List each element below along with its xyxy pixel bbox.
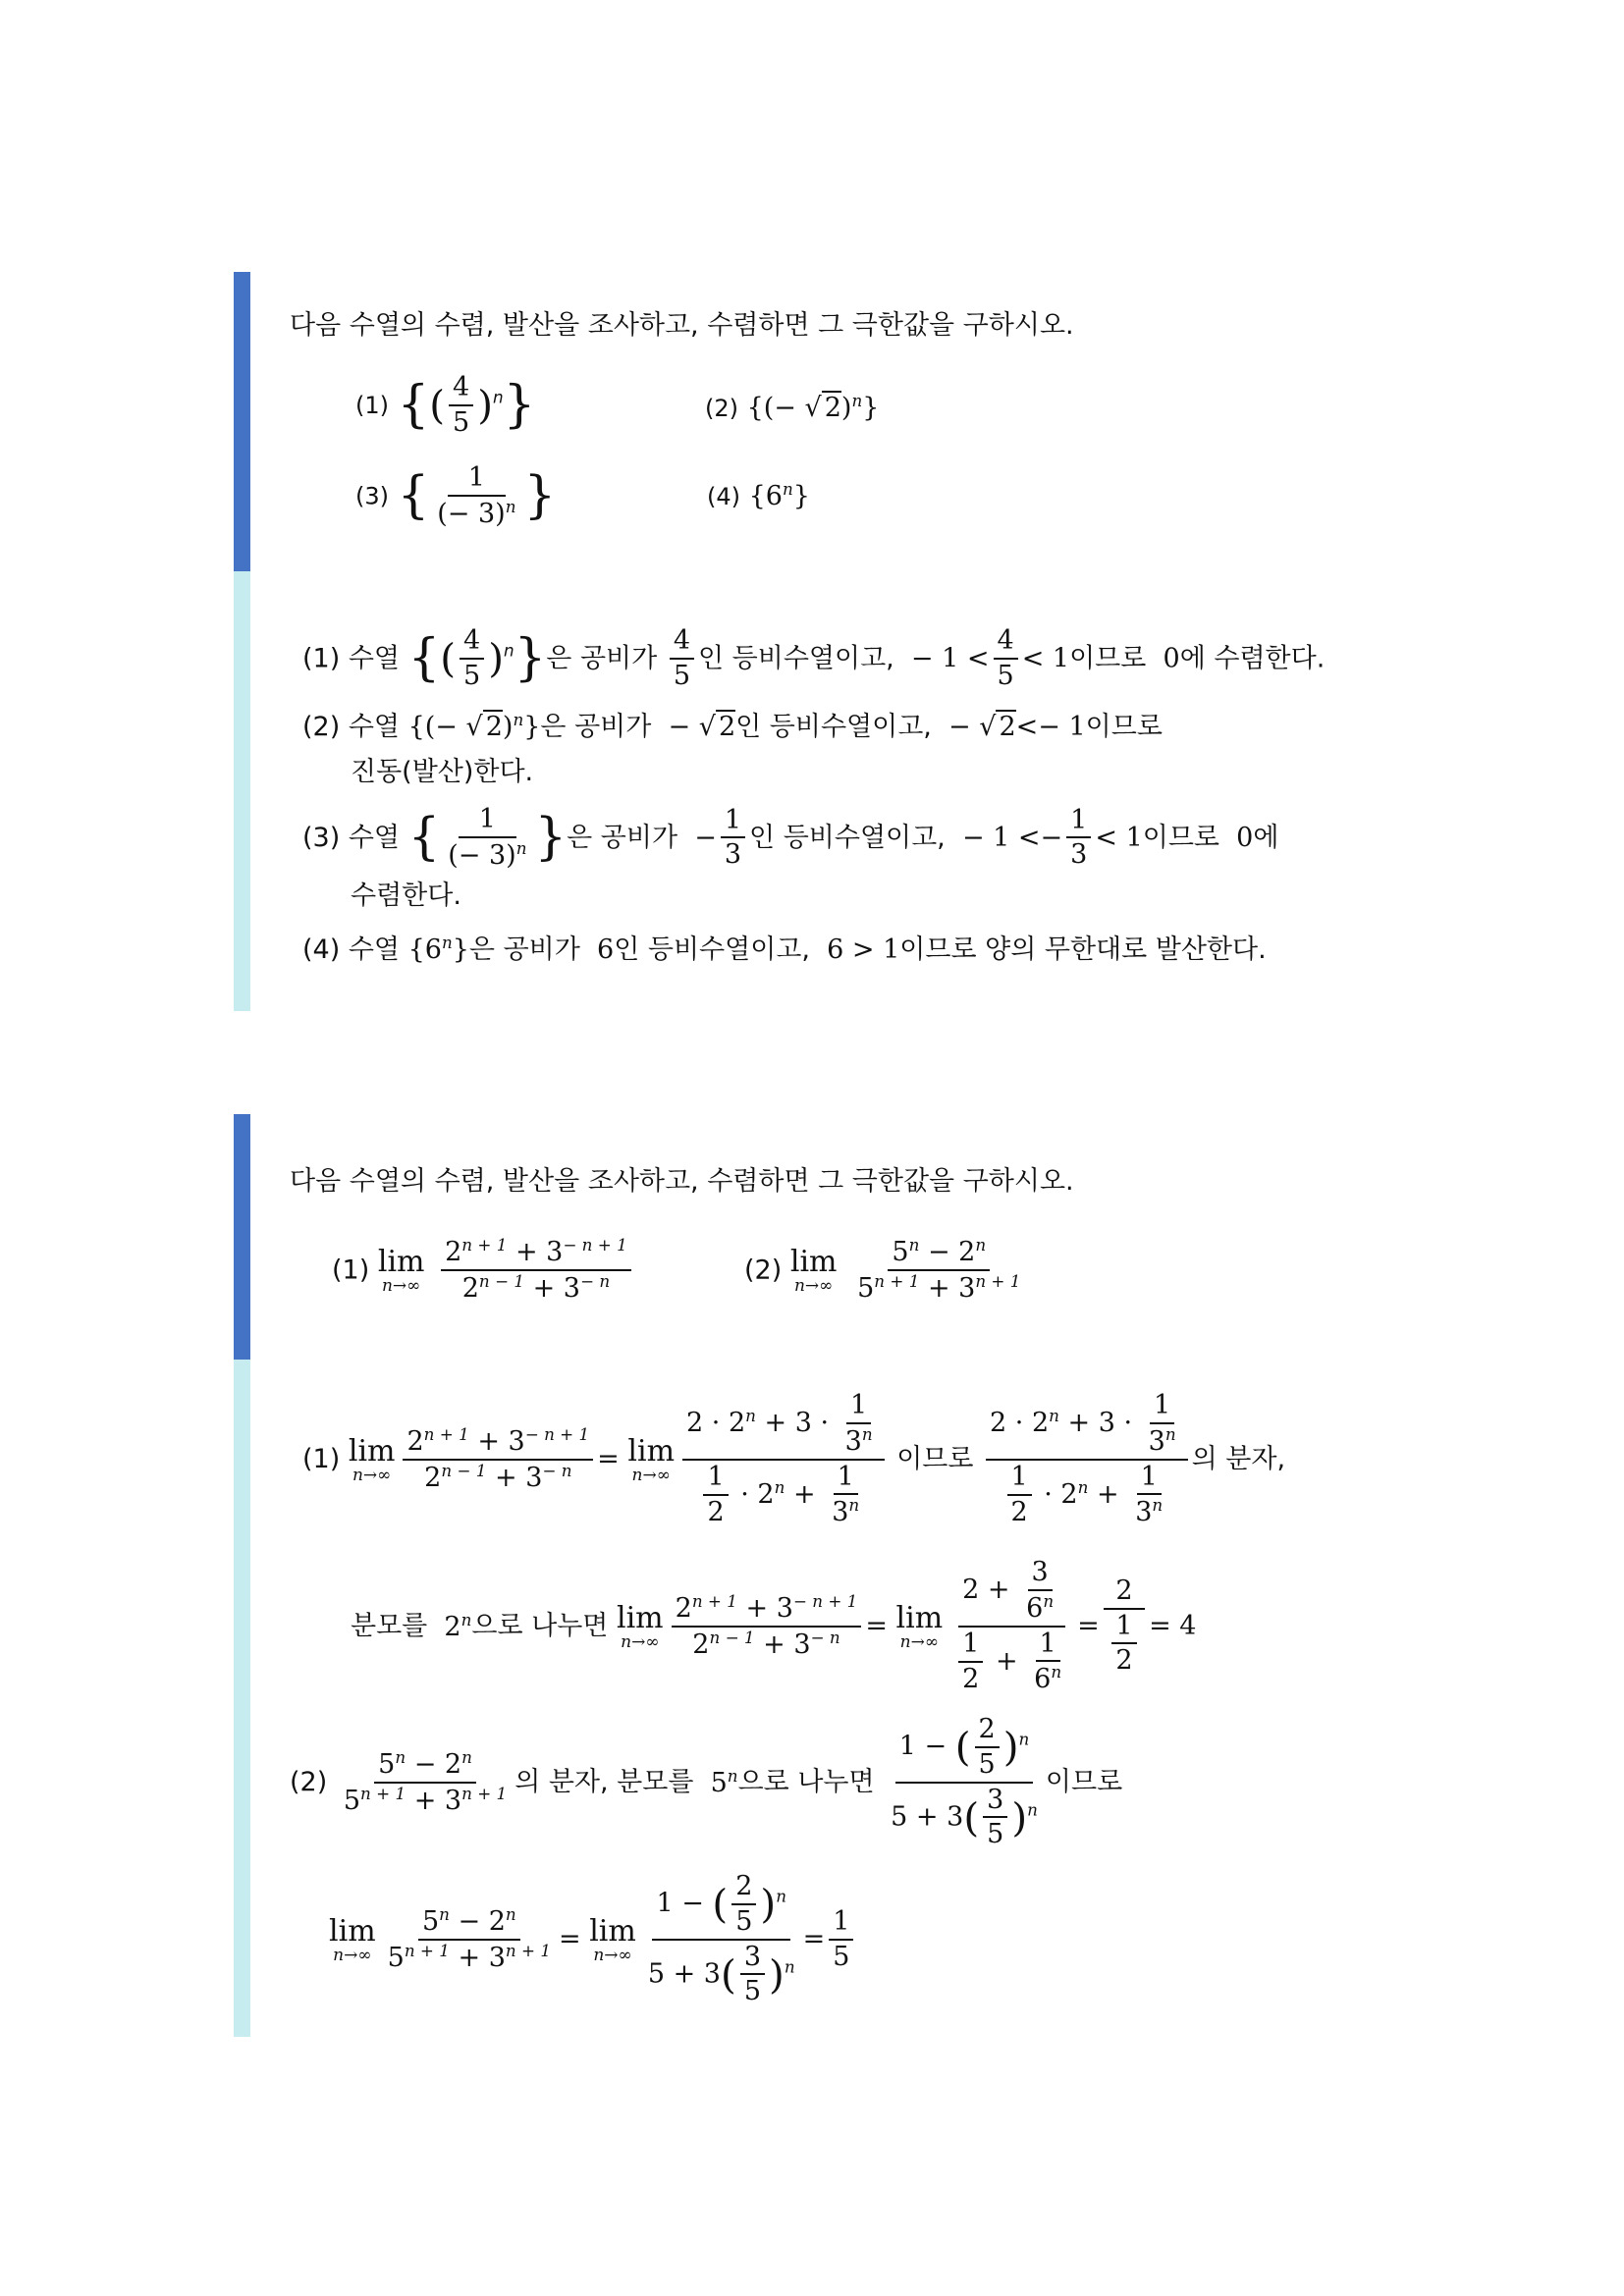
problem1-instruction: 다음 수열의 수렴, 발산을 조사하고, 수렴하면 그 극한값을 구하시오. [290,310,1074,341]
solution1-line2: (2) 수열 {(− √ 2)$^n$}은 공비가 − √ 2인 등비수열이고, − √ 2<− 1이므로 [302,710,1163,742]
problem1-bar [234,272,250,571]
solution1-line1: (1) 수열 {( $\frac{4}{5}$ )$^n$}은 공비가 $\frac{4}{5}$ 인 등비수열이고, − 1 < $\frac{4}{5}$ < 1이므로 0에 수렴한다. [302,625,1326,691]
solution1-line2b: 진동(발산)한다. [351,757,534,787]
solution2-line1: (1) lim n→∞ $\frac{2^{n + 1} + 3^{- n + 1}}{2^{n - 1} + 3^{- n}}$ = lim n→∞ $2 \cdot 2^n + 3$ · $\frac{1}{3^n}$ $\frac{1}{2}$ · $2^n$ + $\frac{1}{3^n}$ 이므로 $2 \cdot 2^n + 3$ · $\frac{1}{3^n}$ $\frac{1}{2}$ · $2^n$ + $\frac{1}{3^n}$ 의 분자, [302,1390,1286,1528]
problem1-item-1: (1) {( $\frac{4}{5}$ )$^n$} [355,372,536,438]
problem2-item-1: (1) lim n→∞ $\frac{2^{n + 1} + 3^{- n + 1}}{2^{n - 1} + 3^{- n}}$ [332,1235,635,1306]
problem2-item-2: (2) lim n→∞ $\frac{5^n - 2^n}{5^{n + 1} + 3^{n + 1}}$ [744,1235,1021,1304]
solution1-bar [234,571,250,1011]
solution2-line4: lim n→∞ $\frac{5^n - 2^n}{5^{n + 1} + 3^{n + 1}}$ = lim n→∞ 1 − ( $\frac{2}{5}$ )$^n$ 5 + 3( $\frac{3}{5}$ )$^n$ = $\frac{1}{5}$ [329,1870,857,2008]
problem1-item-4: (4) {6$^n$} [707,479,810,511]
solution1-line4: (4) 수열 {6$^n$}은 공비가 6인 등비수열이고, 6 > 1이므로 양의 무한대로 발산한다. [302,933,1267,965]
problem1-item-2: (2) {(− √ 2)$^n$} [705,391,880,423]
solution2-line2: 분모를 2$^n$으로 나누면 lim n→∞ $\frac{2^{n + 1} + 3^{- n + 1}}{2^{n - 1} + 3^{- n}}$ = lim n→∞ 2 + $\frac{3}{6^n}$ $\frac{1}{2}$ + $\frac{1}{6^n}$ = $\frac{2}{\frac{1}{2}}$ = 4 [351,1557,1197,1695]
problem2-instruction: 다음 수열의 수렴, 발산을 조사하고, 수렴하면 그 극한값을 구하시오. [290,1166,1074,1197]
solution2-bar [234,1360,250,2037]
solution1-line3: (3) 수열 { $\frac{1}{(- 3)^n}$ }은 공비가 − $\frac{1}{3}$ 인 등비수열이고, − 1 <− $\frac{1}{3}$ < 1이므로 0에 [302,804,1279,871]
problem1-item-3: (3) { $\frac{1}{(- 3)^n}$ } [355,462,557,529]
problem2-bar [234,1114,250,1360]
solution1-line3b: 수렴한다. [351,881,461,911]
solution2-line3: (2) $\frac{5^n - 2^n}{5^{n + 1} + 3^{n + 1}}$ 의 분자, 분모를 5$^n$으로 나누면 1 − ( $\frac{2}{5}$ )$^n$ 5 + 3( $\frac{3}{5}$ )$^n$ 이므로 [290,1714,1123,1850]
